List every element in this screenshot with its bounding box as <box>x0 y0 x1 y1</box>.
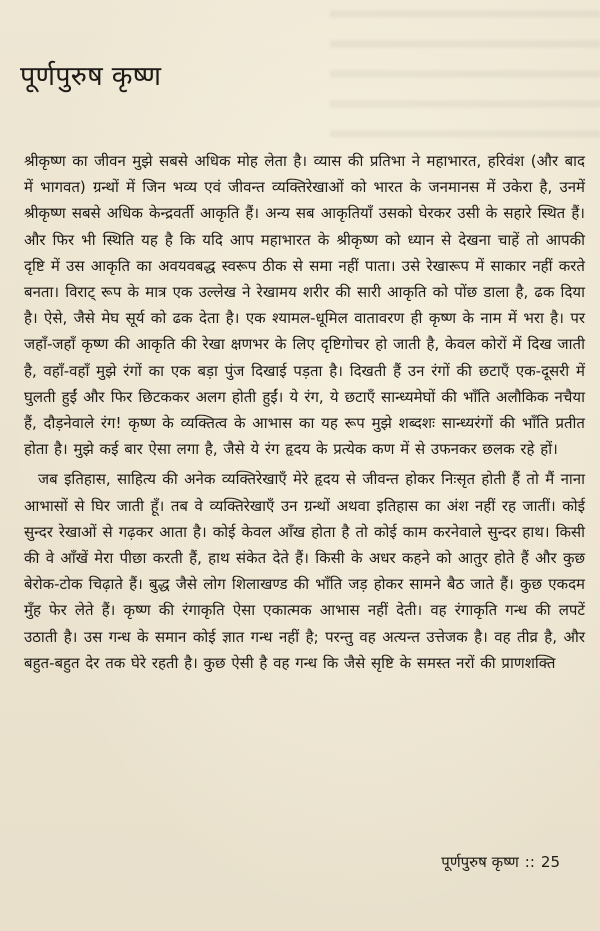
page-number: 25 <box>540 853 560 871</box>
paragraph-2: जब इतिहास, साहित्य की अनेक व्यक्तिरेखाएँ मेरे हृदय से जीवन्त होकर निःसृत होती हैं तो मैं नाना आभासों से घिर जाती हूँ। तब वे व्यक्तिरेखाएँ उन ग्रन्थों अथवा इतिहास का अंश नहीं रह जातीं। कोई सुन्दर रेखाओं से गढ़कर आता है। कोई केवल आँख होता है तो कोई काम करनेवाले सुन्दर हाथ। किसी की वे आँखें मेरा पीछा करती हैं, हाथ संकेत देते हैं। किसी के अधर कहने को आतुर होते हैं और कुछ बेरोक-टोक चिढ़ाते हैं। बुद्ध जैसे लोग शिलाखण्ड की भाँति जड़ होकर सामने बैठ जाते हैं। कुछ एकदम मुँह फेर लेते हैं। कृष्ण की रंगाकृति ऐसा एकात्मक आभास नहीं देती। वह रंगाकृति गन्ध की लपटें उठाती है। उस गन्ध के समान कोई ज्ञात गन्ध नहीं है; परन्तु वह अत्यन्त उत्तेजक है। वह तीव्र है, और बहुत-बहुत देर तक घेरे रहती है। कुछ ऐसी है वह गन्ध कि जैसे सृष्टि के समस्त नरों की प्राणशक्ति <box>24 470 585 672</box>
body-text <box>24 148 585 676</box>
footer-separator: :: <box>524 853 535 871</box>
page-footer <box>441 852 560 872</box>
chapter-title: पूर्णपुरुष कृष्ण <box>20 61 162 92</box>
running-title: पूर्णपुरुष कृष्ण <box>441 853 519 871</box>
show-through-texture <box>330 0 600 150</box>
paragraph-1: श्रीकृष्ण का जीवन मुझे सबसे अधिक मोह लेता है। व्यास की प्रतिभा ने महाभारत, हरिवंश (और बाद में भागवत) ग्रन्थों में जिन भव्य एवं जीवन्त व्यक्तिरेखाओं को भारत के जनमानस में उकेरा है, उनमें श्रीकृष्ण सबसे अधिक केन्द्रवर्ती आकृति हैं। अन्य सब आकृतियाँ उसको घेरकर उसी के सहारे स्थित हैं। और फिर भी स्थिति यह है कि यदि आप महाभारत के श्रीकृष्ण को ध्यान से देखना चाहें तो आपकी दृष्टि में उस आकृति का अवयवबद्ध स्वरूप ठीक से समा नहीं पाता। उसे रेखारूप में साकार नहीं करते बनता। विराट् रूप के मात्र एक उल्लेख ने रेखामय शरीर की सारी आकृति को पोंछ डाला है, ढक दिया है। ऐसे, जैसे मेघ सूर्य को ढक देता है। एक श्यामल-धूमिल वातावरण ही कृष्ण के नाम में भरा है। पर जहाँ-जहाँ कृष्ण की आकृति की रेखा क्षणभर के लिए दृष्टिगोचर हो जाती है, केवल कोरों में दिख जाती है, वहाँ-वहाँ मुझे रंगों का एक बड़ा पुंज दिखाई पड़ता है। दिखती हैं उन रंगों की छटाएँ एक-दूसरी में घुलती हुईं और फिर छिटककर अलग होती हुईं। ये रंग, ये छटाएँ सान्ध्यमेघों की भाँति अलौकिक नचैया हैं, दौड़नेवाले रंग! कृष्ण के व्यक्तित्व के आभास का यह रूप मुझे शब्दशः सान्ध्यरंगों की भाँति प्रतीत होता है। मुझे कई बार ऐसा लगा है, जैसे ये रंग हृदय के प्रत्येक कण में से उफनकर छलक रहे हों। <box>24 152 585 459</box>
